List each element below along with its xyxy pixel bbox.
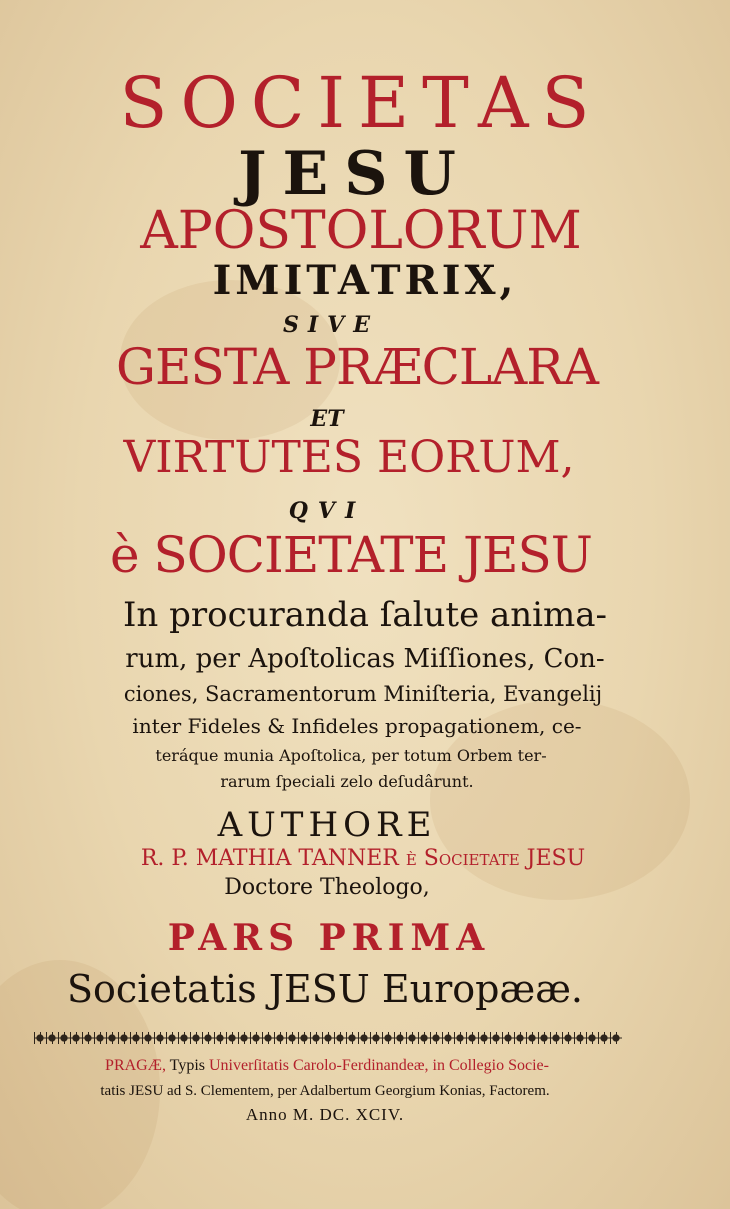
author-label: AUTHORE bbox=[217, 805, 437, 845]
imprint-date: Anno M. DC. XCIV. bbox=[245, 1105, 405, 1124]
title-et: ET bbox=[310, 406, 344, 432]
title-sive: SIVE bbox=[282, 312, 380, 338]
title-virtutes-eorum: VIRTUTES EORUM, bbox=[123, 432, 575, 483]
title-qui: QVI bbox=[288, 498, 366, 524]
title-gesta-praeclara: GESTA PRÆCLARA bbox=[116, 338, 598, 396]
title-societas: SOCIETAS bbox=[119, 62, 603, 144]
imprint-university: Univerſitatis Carolo-Ferdinandeæ, in Collegio Socie- bbox=[209, 1057, 549, 1074]
title-apostolorum: APOSTOLORUM bbox=[140, 201, 582, 261]
imprint-line-1 bbox=[0, 1058, 692, 1074]
title-e-societate-jesu: è SOCIETATE JESU bbox=[110, 526, 592, 584]
part-label: PARS PRIMA bbox=[167, 917, 491, 959]
author-title: Doctore Theologo, bbox=[224, 875, 430, 900]
author-line bbox=[0, 848, 728, 870]
ornamental-border bbox=[34, 1032, 622, 1044]
body-line-1: In procuranda ſalute anima- bbox=[122, 595, 608, 635]
author-name: R. P. MATHIA TANNER bbox=[140, 846, 399, 871]
body-line-4: inter Fideles & Infideles propagationem, ce- bbox=[132, 714, 582, 738]
title-imitatrix: IMITATRIX, bbox=[212, 257, 518, 304]
imprint-place: PRAGÆ, bbox=[105, 1057, 166, 1074]
body-line-5: teráque munia Apoſtolica, per totum Orbem ter- bbox=[155, 746, 547, 765]
author-affiliation: è Societate JESU bbox=[405, 846, 586, 871]
body-line-2: rum, per Apoſtolicas Miſſiones, Con- bbox=[125, 644, 605, 674]
imprint-typis: Typis bbox=[169, 1057, 205, 1074]
body-line-3: ciones, Sacramentorum Miniſteria, Evangelij bbox=[123, 682, 603, 706]
body-line-6: rarum ſpeciali zelo deſudârunt. bbox=[220, 772, 474, 791]
imprint-line-2: tatis JESU ad S. Clementem, per Adalbertum Georgium Konias, Factorem. bbox=[100, 1083, 550, 1099]
part-subtitle: Societatis JESU Europææ. bbox=[67, 967, 583, 1011]
title-jesu: JESU bbox=[238, 139, 472, 209]
